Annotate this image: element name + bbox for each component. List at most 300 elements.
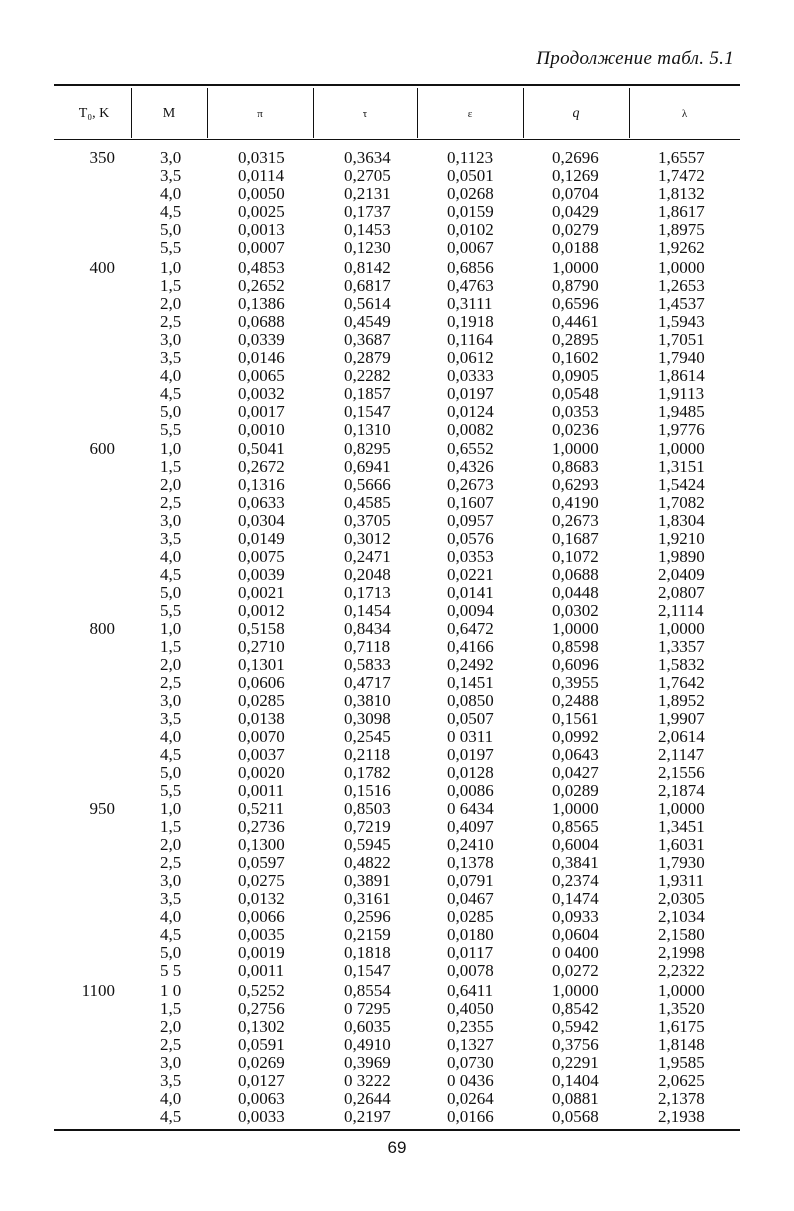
cell-lambda: 1,7940 (658, 348, 705, 367)
cell-q: 0,1404 (552, 1071, 599, 1090)
cell-q: 0,6004 (552, 835, 599, 854)
table-row (0, 1000, 794, 1018)
cell-t0: 1100 (81, 981, 115, 1000)
cell-m: 2,0 (160, 655, 182, 674)
cell-q: 0,0448 (552, 583, 599, 602)
cell-lambda: 1,7051 (658, 330, 705, 349)
cell-tau: 0,7219 (344, 817, 391, 836)
cell-pi: 0,5211 (238, 799, 285, 818)
table-row (0, 476, 794, 494)
cell-lambda: 1,9210 (658, 529, 705, 548)
cell-m: 5,0 (160, 220, 182, 239)
cell-lambda: 1,9113 (658, 384, 705, 403)
cell-lambda: 1,3357 (658, 637, 705, 656)
cell-m: 1,0 (160, 258, 182, 277)
table-row (0, 1108, 794, 1126)
cell-q: 0,8598 (552, 637, 599, 656)
cell-m: 2,0 (160, 475, 182, 494)
cell-m: 3,5 (160, 348, 182, 367)
cell-eps: 0,0094 (447, 601, 494, 620)
cell-pi: 0,0010 (238, 420, 285, 439)
cell-pi: 0,2672 (238, 457, 285, 476)
cell-tau: 0,3687 (344, 330, 391, 349)
table-row (0, 149, 794, 167)
cell-eps: 0 0311 (447, 727, 494, 746)
cell-lambda: 1,8132 (658, 184, 705, 203)
cell-tau: 0,1547 (344, 961, 391, 980)
cell-lambda: 1,9311 (658, 871, 705, 890)
cell-lambda: 1,9585 (658, 1053, 705, 1072)
cell-pi: 0,0017 (238, 402, 285, 421)
cell-tau: 0,2644 (344, 1089, 391, 1108)
table-row (0, 620, 794, 638)
cell-pi: 0,0633 (238, 493, 285, 512)
cell-tau: 0,1782 (344, 763, 391, 782)
cell-lambda: 1,7082 (658, 493, 705, 512)
cell-lambda: 2,1998 (658, 943, 705, 962)
cell-pi: 0,0075 (238, 547, 285, 566)
cell-q: 0,2673 (552, 511, 599, 530)
cell-q: 0,2374 (552, 871, 599, 890)
cell-eps: 0,0501 (447, 166, 494, 185)
cell-pi: 0,4853 (238, 258, 285, 277)
cell-lambda: 1,3451 (658, 817, 705, 836)
cell-tau: 0,3810 (344, 691, 391, 710)
cell-tau: 0,2118 (344, 745, 391, 764)
cell-m: 2,5 (160, 493, 182, 512)
page-number: 69 (387, 1138, 407, 1157)
cell-q: 0,0933 (552, 907, 599, 926)
cell-pi: 0,1386 (238, 294, 285, 313)
cell-q: 0,0992 (552, 727, 599, 746)
cell-m: 1 0 (160, 981, 182, 1000)
cell-tau: 0,2048 (344, 565, 391, 584)
cell-q: 0,0279 (552, 220, 599, 239)
cell-pi: 0,0012 (238, 601, 285, 620)
cell-q: 1,0000 (552, 258, 599, 277)
cell-pi: 0,0039 (238, 565, 285, 584)
cell-eps: 0,0128 (447, 763, 494, 782)
cell-q: 0,8790 (552, 276, 599, 295)
cell-t0: 400 (89, 258, 115, 277)
cell-q: 0,2291 (552, 1053, 599, 1072)
cell-m: 3,5 (160, 166, 182, 185)
cell-pi: 0,0035 (238, 925, 285, 944)
table-row (0, 512, 794, 530)
cell-pi: 0,2710 (238, 637, 285, 656)
cell-tau: 0,2705 (344, 166, 391, 185)
cell-q: 0,2696 (552, 148, 599, 167)
cell-eps: 0,0268 (447, 184, 494, 203)
cell-m: 5,5 (160, 601, 182, 620)
cell-pi: 0,0065 (238, 366, 285, 385)
cell-pi: 0,0007 (238, 238, 285, 257)
cell-eps: 0,2492 (447, 655, 494, 674)
cell-lambda: 1,9776 (658, 420, 705, 439)
cell-eps: 0,1164 (447, 330, 494, 349)
cell-m: 2,5 (160, 853, 182, 872)
cell-tau: 0,1857 (344, 384, 391, 403)
cell-eps: 0,6411 (447, 981, 494, 1000)
table-row (0, 331, 794, 349)
cell-q: 0,2895 (552, 330, 599, 349)
cell-lambda: 2,0807 (658, 583, 705, 602)
cell-pi: 0,0070 (238, 727, 285, 746)
table-row (0, 385, 794, 403)
cell-q: 0,0905 (552, 366, 599, 385)
cell-m: 2,5 (160, 312, 182, 331)
table-row (0, 259, 794, 277)
cell-lambda: 1,0000 (658, 619, 705, 638)
table-row (0, 277, 794, 295)
cell-eps: 0,1451 (447, 673, 494, 692)
cell-eps: 0,1123 (447, 148, 494, 167)
cell-tau: 0,6035 (344, 1017, 391, 1036)
table-row (0, 548, 794, 566)
cell-q: 0,4190 (552, 493, 599, 512)
table-row (0, 367, 794, 385)
cell-pi: 0,1302 (238, 1017, 285, 1036)
cell-eps: 0,0082 (447, 420, 494, 439)
table-bottom-rule (54, 1129, 740, 1131)
cell-lambda: 2,1034 (658, 907, 705, 926)
cell-m: 4,5 (160, 925, 182, 944)
cell-lambda: 1,2653 (658, 276, 705, 295)
cell-lambda: 2,0305 (658, 889, 705, 908)
cell-eps: 0,4097 (447, 817, 494, 836)
cell-pi: 0,0063 (238, 1089, 285, 1108)
cell-q: 1,0000 (552, 799, 599, 818)
table-row (0, 239, 794, 257)
cell-eps: 0,1327 (447, 1035, 494, 1054)
cell-pi: 0,2736 (238, 817, 285, 836)
cell-tau: 0,2879 (344, 348, 391, 367)
cell-lambda: 1,7930 (658, 853, 705, 872)
table-row (0, 1036, 794, 1054)
cell-pi: 0,0149 (238, 529, 285, 548)
cell-m: 5 5 (160, 961, 182, 980)
cell-m: 3,0 (160, 871, 182, 890)
cell-lambda: 1,8614 (658, 366, 705, 385)
cell-m: 4,5 (160, 565, 182, 584)
cell-tau: 0,1818 (344, 943, 391, 962)
cell-m: 2,5 (160, 1035, 182, 1054)
cell-q: 0,1474 (552, 889, 599, 908)
cell-m: 5,0 (160, 402, 182, 421)
table-row (0, 167, 794, 185)
cell-lambda: 2,2322 (658, 961, 705, 980)
cell-q: 0,6596 (552, 294, 599, 313)
cell-pi: 0,0132 (238, 889, 285, 908)
cell-q: 0,0643 (552, 745, 599, 764)
cell-pi: 0,0020 (238, 763, 285, 782)
cell-m: 2,0 (160, 294, 182, 313)
cell-lambda: 1,5424 (658, 475, 705, 494)
cell-m: 1,0 (160, 799, 182, 818)
cell-tau: 0,1516 (344, 781, 391, 800)
cell-m: 4,0 (160, 547, 182, 566)
cell-m: 1,0 (160, 439, 182, 458)
cell-tau: 0,5666 (344, 475, 391, 494)
cell-lambda: 1,7642 (658, 673, 705, 692)
cell-t0: 350 (89, 148, 115, 167)
cell-eps: 0,0730 (447, 1053, 494, 1072)
cell-pi: 0,0066 (238, 907, 285, 926)
cell-pi: 0,0339 (238, 330, 285, 349)
cell-tau: 0,1230 (344, 238, 391, 257)
cell-lambda: 2,0614 (658, 727, 705, 746)
cell-eps: 0,0467 (447, 889, 494, 908)
cell-tau: 0,8142 (344, 258, 391, 277)
cell-q: 1,0000 (552, 619, 599, 638)
cell-q: 0,5942 (552, 1017, 599, 1036)
cell-m: 1,5 (160, 457, 182, 476)
cell-eps: 0,2355 (447, 1017, 494, 1036)
cell-eps: 0,0850 (447, 691, 494, 710)
cell-q: 0,0688 (552, 565, 599, 584)
table-row (0, 782, 794, 800)
table-row (0, 908, 794, 926)
table-row (0, 944, 794, 962)
cell-eps: 0 6434 (447, 799, 494, 818)
cell-lambda: 1,0000 (658, 258, 705, 277)
cell-q: 0,1561 (552, 709, 599, 728)
cell-eps: 0,0197 (447, 745, 494, 764)
cell-q: 0,0236 (552, 420, 599, 439)
cell-m: 3,5 (160, 1071, 182, 1090)
cell-pi: 0,0304 (238, 511, 285, 530)
cell-m: 5,0 (160, 763, 182, 782)
cell-q: 0,1687 (552, 529, 599, 548)
table-row (0, 313, 794, 331)
cell-eps: 0,1918 (447, 312, 494, 331)
cell-m: 1,5 (160, 276, 182, 295)
cell-q: 0,8683 (552, 457, 599, 476)
cell-pi: 0,0114 (238, 166, 285, 185)
cell-eps: 0,2673 (447, 475, 494, 494)
cell-eps: 0,0507 (447, 709, 494, 728)
cell-q: 0,0429 (552, 202, 599, 221)
table-row (0, 584, 794, 602)
cell-m: 3,0 (160, 511, 182, 530)
cell-q: 0,1072 (552, 547, 599, 566)
temperature-group (0, 149, 794, 257)
cell-q: 0,4461 (552, 312, 599, 331)
cell-eps: 0,0102 (447, 220, 494, 239)
table-row (0, 295, 794, 313)
table-top-rule (54, 84, 740, 86)
table-row (0, 530, 794, 548)
cell-m: 1,5 (160, 999, 182, 1018)
cell-pi: 0,0146 (238, 348, 285, 367)
table-row (0, 674, 794, 692)
cell-eps: 0,0078 (447, 961, 494, 980)
cell-tau: 0,3705 (344, 511, 391, 530)
table-row (0, 349, 794, 367)
cell-m: 1,5 (160, 637, 182, 656)
cell-pi: 0,0597 (238, 853, 285, 872)
cell-tau: 0,3969 (344, 1053, 391, 1072)
table-row (0, 1018, 794, 1036)
cell-eps: 0,2410 (447, 835, 494, 854)
cell-pi: 0,0019 (238, 943, 285, 962)
cell-m: 2,5 (160, 673, 182, 692)
cell-q: 0,3756 (552, 1035, 599, 1054)
cell-pi: 0,0013 (238, 220, 285, 239)
table-row (0, 440, 794, 458)
cell-eps: 0,0576 (447, 529, 494, 548)
cell-m: 5,5 (160, 238, 182, 257)
cell-q: 0,0353 (552, 402, 599, 421)
header-t0: T₀, K (78, 106, 110, 121)
cell-pi: 0,0011 (238, 781, 285, 800)
cell-tau: 0,2545 (344, 727, 391, 746)
cell-tau: 0,4549 (344, 312, 391, 331)
cell-pi: 0,0606 (238, 673, 285, 692)
table-row (0, 203, 794, 221)
cell-q: 0,0188 (552, 238, 599, 257)
cell-tau: 0,1713 (344, 583, 391, 602)
header-lambda: λ (681, 108, 688, 120)
cell-m: 4,0 (160, 366, 182, 385)
cell-eps: 0,1378 (447, 853, 494, 872)
cell-tau: 0,1454 (344, 601, 391, 620)
temperature-group (0, 440, 794, 620)
cell-m: 4,0 (160, 184, 182, 203)
cell-lambda: 1,6031 (658, 835, 705, 854)
cell-eps: 0,0333 (447, 366, 494, 385)
cell-tau: 0,1453 (344, 220, 391, 239)
cell-pi: 0,0033 (238, 1107, 285, 1126)
cell-lambda: 1,9262 (658, 238, 705, 257)
cell-lambda: 1,8617 (658, 202, 705, 221)
cell-eps: 0,4763 (447, 276, 494, 295)
cell-m: 2,0 (160, 1017, 182, 1036)
cell-q: 0,1269 (552, 166, 599, 185)
cell-pi: 0,5158 (238, 619, 285, 638)
cell-eps: 0,0166 (447, 1107, 494, 1126)
cell-tau: 0,2596 (344, 907, 391, 926)
cell-lambda: 1,8975 (658, 220, 705, 239)
table-row (0, 836, 794, 854)
cell-pi: 0,0011 (238, 961, 285, 980)
table-caption: Продолжение табл. 5.1 (536, 48, 734, 69)
cell-lambda: 2,1938 (658, 1107, 705, 1126)
cell-eps: 0,6472 (447, 619, 494, 638)
table-row (0, 710, 794, 728)
table-row (0, 728, 794, 746)
cell-m: 2,0 (160, 835, 182, 854)
table-row (0, 800, 794, 818)
cell-pi: 0,0127 (238, 1071, 285, 1090)
cell-m: 4,0 (160, 1089, 182, 1108)
cell-eps: 0,0612 (447, 348, 494, 367)
cell-pi: 0,5041 (238, 439, 285, 458)
table-row (0, 221, 794, 239)
temperature-group (0, 800, 794, 980)
header-pi: π (257, 108, 263, 120)
header-tau: τ (362, 108, 368, 120)
cell-tau: 0 7295 (344, 999, 391, 1018)
table-row (0, 962, 794, 980)
cell-pi: 0,0021 (238, 583, 285, 602)
cell-q: 0,6293 (552, 475, 599, 494)
cell-pi: 0,2756 (238, 999, 285, 1018)
cell-pi: 0,0315 (238, 148, 285, 167)
cell-q: 0,0704 (552, 184, 599, 203)
cell-q: 1,0000 (552, 439, 599, 458)
cell-lambda: 2,1114 (658, 601, 704, 620)
temperature-group (0, 620, 794, 800)
cell-lambda: 1,0000 (658, 439, 705, 458)
cell-tau: 0,3098 (344, 709, 391, 728)
cell-tau: 0,1737 (344, 202, 391, 221)
cell-m: 5,0 (160, 583, 182, 602)
table-row (0, 185, 794, 203)
cell-q: 0,0302 (552, 601, 599, 620)
cell-m: 5,5 (160, 420, 182, 439)
table-row (0, 494, 794, 512)
cell-eps: 0 0436 (447, 1071, 494, 1090)
cell-eps: 0,4326 (447, 457, 494, 476)
cell-eps: 0,4166 (447, 637, 494, 656)
cell-q: 0,8565 (552, 817, 599, 836)
cell-t0: 800 (89, 619, 115, 638)
cell-pi: 0,2652 (238, 276, 285, 295)
table-row (0, 1054, 794, 1072)
cell-pi: 0,0275 (238, 871, 285, 890)
table-row (0, 566, 794, 584)
cell-tau: 0,4717 (344, 673, 391, 692)
cell-eps: 0,0285 (447, 907, 494, 926)
table-row (0, 692, 794, 710)
cell-tau: 0,8295 (344, 439, 391, 458)
cell-tau: 0,5833 (344, 655, 391, 674)
cell-m: 4,5 (160, 1107, 182, 1126)
header-eps: ε (467, 108, 473, 120)
header-q: q (572, 106, 580, 121)
cell-eps: 0,0264 (447, 1089, 494, 1108)
cell-q: 0,0548 (552, 384, 599, 403)
table-row (0, 458, 794, 476)
cell-tau: 0,5614 (344, 294, 391, 313)
table-row (0, 746, 794, 764)
cell-m: 5,0 (160, 943, 182, 962)
cell-tau: 0,2197 (344, 1107, 391, 1126)
cell-pi: 0,0032 (238, 384, 285, 403)
cell-lambda: 1,9907 (658, 709, 705, 728)
cell-tau: 0,1547 (344, 402, 391, 421)
table-row (0, 602, 794, 620)
cell-q: 0 0400 (552, 943, 599, 962)
temperature-group (0, 259, 794, 439)
cell-pi: 0,0037 (238, 745, 285, 764)
cell-pi: 0,0025 (238, 202, 285, 221)
cell-m: 1,0 (160, 619, 182, 638)
cell-q: 0,8542 (552, 999, 599, 1018)
cell-tau: 0,2159 (344, 925, 391, 944)
cell-eps: 0,6552 (447, 439, 494, 458)
cell-tau: 0,4910 (344, 1035, 391, 1054)
cell-eps: 0,4050 (447, 999, 494, 1018)
cell-lambda: 1,7472 (658, 166, 705, 185)
cell-tau: 0,4822 (344, 853, 391, 872)
table-row (0, 421, 794, 439)
table-row (0, 872, 794, 890)
cell-tau: 0,2471 (344, 547, 391, 566)
table-row (0, 854, 794, 872)
cell-lambda: 1,4537 (658, 294, 705, 313)
